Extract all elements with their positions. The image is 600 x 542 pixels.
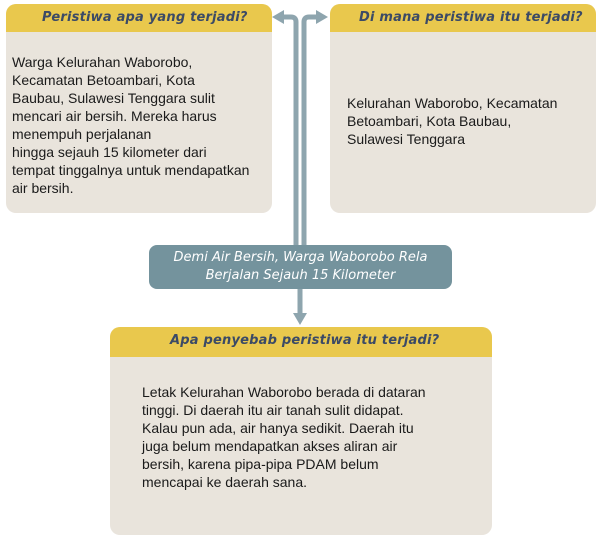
arrowhead-right	[316, 10, 328, 24]
arrow-to-where-card	[304, 17, 318, 245]
what-happened-card	[6, 4, 272, 213]
center-topic-box: Demi Air Bersih, Warga Waborobo Rela Berjalan Sejauh 15 Kilometer	[149, 245, 452, 289]
where-happened-card	[330, 4, 596, 213]
what-happened-heading: Peristiwa apa yang terjadi?	[6, 4, 272, 32]
arrowhead-left	[272, 10, 284, 24]
arrow-to-what-card	[282, 17, 296, 245]
cause-heading: Apa penyebab peristiwa itu terjadi?	[110, 327, 492, 357]
arrowhead-down	[293, 313, 307, 325]
cause-text: Letak Kelurahan Waborobo berada di dataran tinggi. Di daerah itu air tanah sulit didapat. Kalau pun ada, air hanya sedikit. Daerah itu juga belum mendapatkan akses aliran air bersih, karena pipa-pipa PDAM belum mencapai ke daerah sana.	[142, 384, 426, 490]
what-happened-text: Warga Kelurahan Waborobo, Kecamatan Betoambari, Kota Baubau, Sulawesi Tenggara sulit mencari air bersih. Mereka harus menempuh perjalanan hingga sejauh 15 kilometer dari tempat tinggalnya untuk mendapatkan air bersih.	[12, 54, 250, 196]
cause-card	[110, 327, 492, 535]
where-happened-text: Kelurahan Waborobo, Kecamatan Betoambari, Kota Baubau, Sulawesi Tenggara	[347, 95, 558, 147]
where-happened-heading: Di mana peristiwa itu terjadi?	[330, 4, 596, 32]
